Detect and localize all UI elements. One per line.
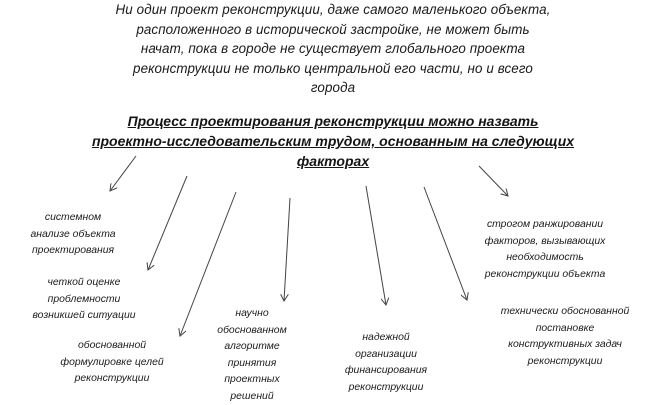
factor-goal-formulation bbox=[50, 338, 174, 388]
factor-line: реконструкции bbox=[330, 380, 442, 397]
factor-line: алгоритме bbox=[202, 339, 302, 356]
factor-line: необходимость bbox=[460, 250, 630, 267]
factor-line: строгом ранжировании bbox=[460, 217, 630, 234]
intro-line: города bbox=[8, 78, 658, 98]
factor-line: реконструкции объекта bbox=[460, 267, 630, 284]
factor-technical-tasks bbox=[470, 304, 660, 370]
factor-line: научно bbox=[202, 306, 302, 323]
arrow-5 bbox=[366, 186, 386, 305]
factor-line: конструктивных задач bbox=[470, 337, 660, 354]
arrow-7 bbox=[479, 166, 508, 196]
arrow-4 bbox=[284, 198, 290, 301]
heading-line: проектно-исследовательским трудом, основанным на следующих bbox=[30, 131, 636, 151]
intro-line: расположенного в исторической застройке, не может быть bbox=[8, 20, 658, 40]
factor-line: финансирования bbox=[330, 363, 442, 380]
heading-line: факторах bbox=[30, 151, 636, 171]
factor-line: обоснованном bbox=[202, 323, 302, 340]
factor-line: анализе объекта bbox=[14, 227, 132, 244]
factor-decision-algorithm bbox=[202, 306, 302, 405]
factor-line: постановке bbox=[470, 321, 660, 338]
factor-line: реконструкции bbox=[50, 371, 174, 388]
factor-line: проектных bbox=[202, 372, 302, 389]
intro-line: реконструкции не только центральной его части, но и всего bbox=[8, 59, 658, 79]
factor-line: возникшей ситуации bbox=[22, 308, 146, 325]
arrow-1 bbox=[110, 156, 136, 191]
factor-line: проблемности bbox=[22, 292, 146, 309]
factor-financing bbox=[330, 330, 442, 396]
intro-line: Ни один проект реконструкции, даже самого маленького объекта, bbox=[8, 0, 658, 20]
factor-line: надежной bbox=[330, 330, 442, 347]
factor-line: решений bbox=[202, 389, 302, 405]
factor-line: четкой оценке bbox=[22, 275, 146, 292]
factor-ranking bbox=[460, 217, 630, 283]
factor-line: факторов, вызывающих bbox=[460, 234, 630, 251]
factor-line: принятия bbox=[202, 356, 302, 373]
factor-line: обоснованной bbox=[50, 338, 174, 355]
intro-line: начат, пока в городе не существует глобального проекта bbox=[8, 39, 658, 59]
factor-line: системном bbox=[14, 210, 132, 227]
arrow-2 bbox=[148, 176, 187, 270]
heading-line: Процесс проектирования реконструкции можно назвать bbox=[30, 111, 636, 131]
factor-line: технически обоснованной bbox=[470, 304, 660, 321]
factor-line: проектирования bbox=[14, 243, 132, 260]
factor-line: реконструкции bbox=[470, 354, 660, 371]
factor-line: организации bbox=[330, 347, 442, 364]
factor-problem-assessment bbox=[22, 275, 146, 325]
factor-system-analysis bbox=[14, 210, 132, 260]
factor-line: формулировке целей bbox=[50, 355, 174, 372]
